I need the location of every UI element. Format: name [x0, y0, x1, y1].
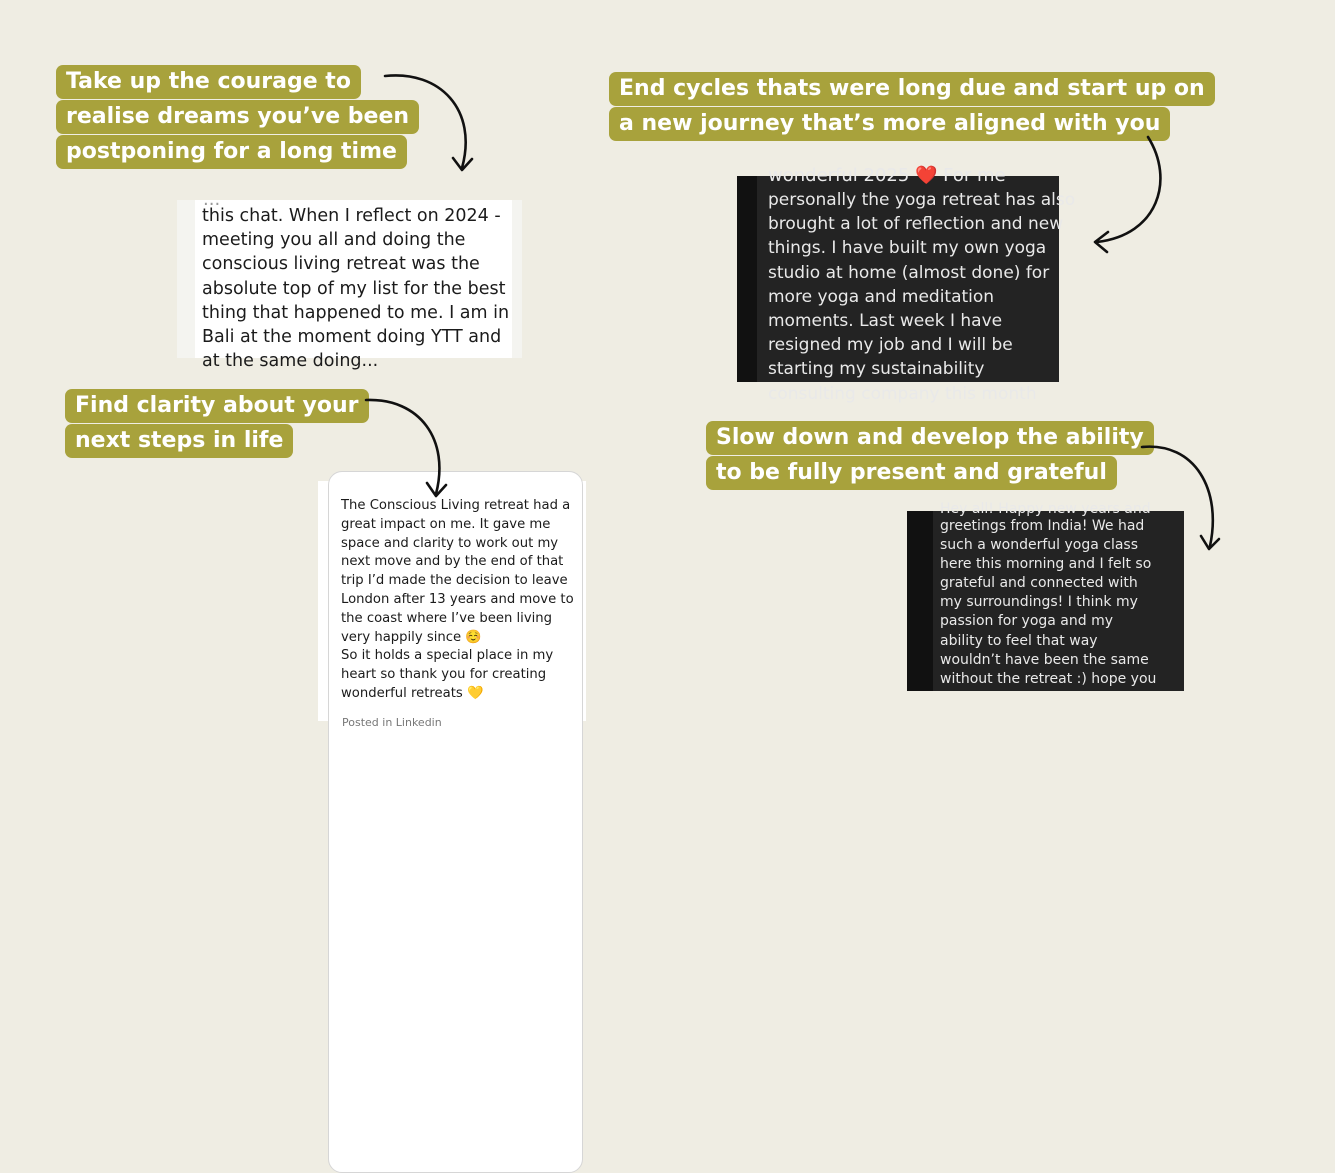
headline-courage-line-1: Take up the courage to — [56, 65, 361, 99]
text-line: resigned my job and I will be — [768, 335, 1013, 356]
text-line: So it holds a special place in my — [341, 648, 554, 664]
text-line: moments. Last week I have — [768, 311, 1003, 332]
text-line: Bali at the moment doing YTT and — [202, 327, 502, 348]
text-line: greetings from India! We had — [940, 518, 1145, 534]
text-line: more yoga and meditation — [768, 286, 995, 307]
text-line: starting my sustainability — [768, 359, 985, 380]
headline-cycles-line-2: a new journey that’s more aligned with you — [609, 107, 1170, 141]
text-line: here this morning and I felt so — [940, 556, 1152, 573]
text-line: thing that happened to me. I am in — [202, 302, 510, 323]
text-line: meeting you all and doing the — [202, 230, 466, 251]
text-line: this chat. When I reflect on 2024 - — [202, 206, 501, 226]
text-line: my surroundings! I think my — [940, 594, 1138, 611]
headline-clarity-line-1: Find clarity about your — [65, 389, 369, 423]
text-line: such a wonderful yoga class — [940, 537, 1139, 554]
text-line: without the retreat :) hope you — [940, 670, 1157, 687]
text-line: The Conscious Living retreat had a — [341, 498, 571, 513]
text-line: very happily since ☺️ — [341, 629, 482, 645]
text-line: personally the yoga retreat has also — [768, 190, 1076, 210]
testimonial-text — [940, 517, 1156, 689]
headline-clarity-line-2: next steps in life — [65, 424, 293, 458]
post-source-label: Posted in Linkedin — [342, 716, 442, 729]
text-line: at the same doing... — [202, 351, 379, 372]
headline-present-line-2: to be fully present and grateful — [706, 456, 1117, 490]
chat-background-pattern — [907, 511, 933, 691]
text-line: great impact on me. It gave me — [341, 516, 551, 532]
text-line: heart so thank you for creating — [341, 667, 547, 683]
text-line: absolute top of my list for the best — [202, 278, 506, 299]
headline-present-line-1: Slow down and develop the ability — [706, 421, 1154, 455]
text-line: London after 13 years and move to — [341, 591, 574, 607]
text-line: the coast where I’ve been living — [341, 610, 553, 626]
text-line: wonderful retreats 💛 — [341, 685, 484, 701]
cropped-line: ... — [203, 189, 221, 210]
cropped-line: wonderful 2025 ❤️ For me — [768, 165, 1006, 186]
testimonial-screenshot-india — [907, 501, 1184, 691]
text-line: things. I have built my own yoga — [768, 238, 1047, 259]
text-line: trip I’d made the decision to leave — [341, 573, 568, 589]
text-line: wouldn’t have been the same — [940, 651, 1149, 668]
text-line: next move and by the end of that — [341, 554, 564, 570]
cropped-line: Hey all! Happy new years and — [940, 501, 1151, 517]
headline-courage-line-3: postponing for a long time — [56, 135, 407, 169]
headline-cycles-line-1: End cycles thats were long due and start up on — [609, 72, 1215, 106]
text-line: studio at home (almost done) for — [768, 262, 1050, 283]
headline-courage-line-2: realise dreams you’ve been — [56, 100, 419, 134]
text-line: conscious living retreat was the — [202, 254, 480, 275]
text-line: space and clarity to work out my — [341, 535, 559, 551]
text-line: passion for yoga and my — [940, 613, 1114, 630]
text-line: consulting company this month — [768, 383, 1037, 404]
text-line: grateful and connected with — [940, 575, 1138, 592]
text-line: ability to feel that way — [940, 632, 1098, 649]
text-line: brought a lot of reflection and new — [768, 214, 1064, 235]
